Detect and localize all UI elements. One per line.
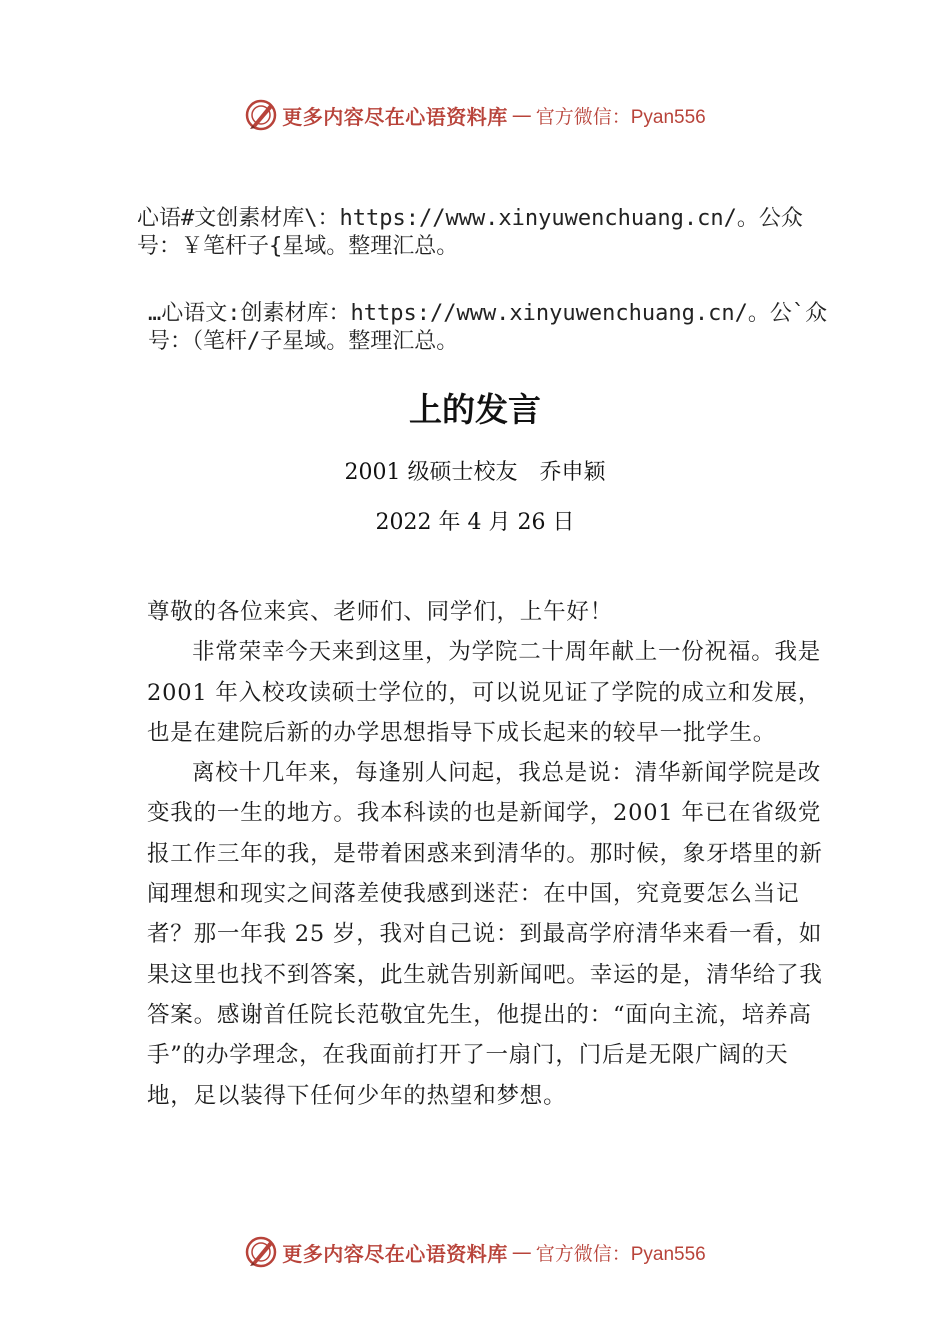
document-title: 上的发言 [409,390,541,429]
greeting: 尊敬的各位来宾、老师们、同学们，上午好！ [147,599,614,625]
bottom-banner [0,1232,950,1272]
banner-text: 更多内容尽在心语资料库 [282,104,508,129]
banner-separator: — [511,1240,532,1264]
source-notice: …心语文:创素材库：https://www.xinyuwenchuang.cn/。公`众号：（笔杆/子星域。整理汇总。 [148,301,828,354]
banner-separator: — [511,103,532,127]
pen-logo-icon [244,1235,278,1269]
banner-text: 更多内容尽在心语资料库 [282,1241,508,1266]
paragraph: 离校十几年来，每逢别人问起，我总是说：清华新闻学院是改变我的一生的地方。我本科读的也是新闻学，2001 年已在省级党报工作三年的我，是带着困惑来到清华的。那时候，象牙塔里的新闻理想和现实之间落差使我感到迷茫：在中国，究竟要怎么当记者？那一年我 25 岁，我对自己说：到最高学府清华来看一看，如果这里也找不到答案，此生就告别新闻吧。幸运的是，清华给了我答案。感谢首任院长范敬宜先生，他提出的：“面向主流，培养高手”的办学理念，在我面前打开了一扇门，门后是无限广阔的天地，足以装得下任何少年的热望和梦想。 [147,760,823,1109]
banner-account: 官方微信：Pyan556 [535,106,706,128]
speech-body [147,592,827,1116]
top-banner [0,95,950,135]
date-line: 2022 年 4 月 26 日 [375,510,575,535]
pen-logo-icon [244,98,278,132]
banner-account: 官方微信：Pyan556 [535,1243,706,1265]
source-notice: 心语#文创素材库\：https://www.xinyuwenchuang.cn/。公众号：￥笔杆子{星域。整理汇总。 [137,206,803,259]
paragraph: 非常荣幸今天来到这里，为学院二十周年献上一份祝福。我是 2001 年入校攻读硕士学位的，可以说见证了学院的成立和发展，也是在建院后新的办学思想指导下成长起来的较早一批学生。 [147,639,822,746]
author-line: 2001 级硕士校友 乔申颖 [344,460,606,485]
